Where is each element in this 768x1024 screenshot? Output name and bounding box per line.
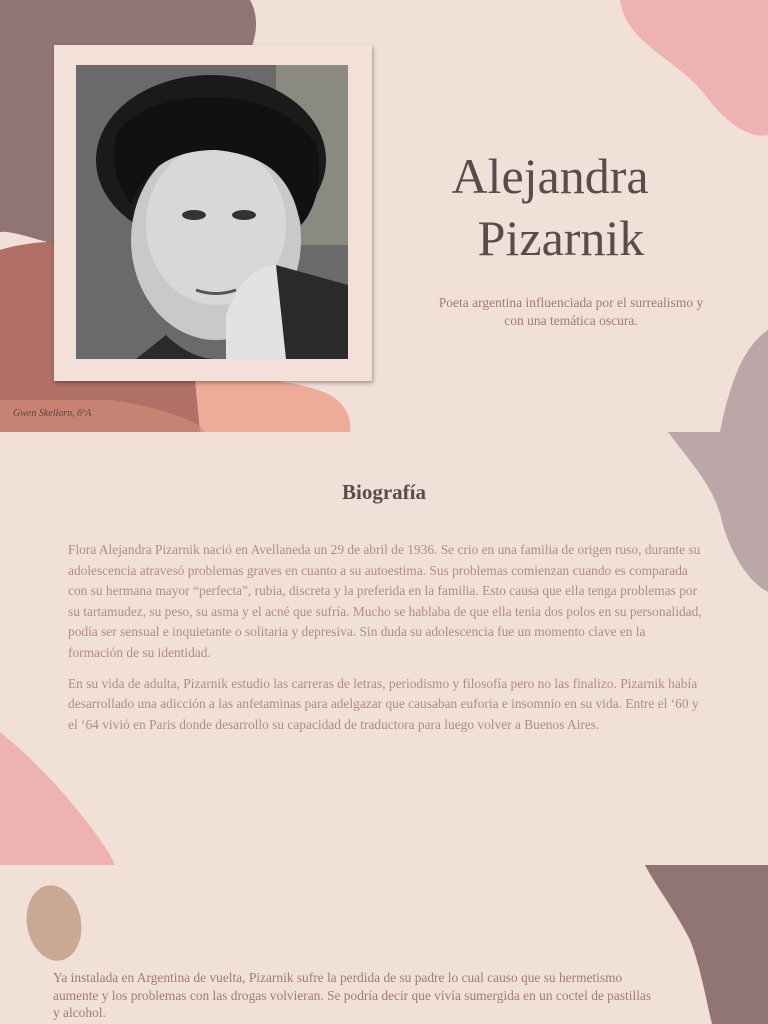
portrait-icon — [76, 65, 348, 359]
title-line-2: Pizarnik — [477, 210, 645, 266]
author-credit: Gwen Skellorn, 6ºA — [13, 408, 92, 419]
slide-later-life — [0, 865, 768, 1024]
slide-biography — [0, 432, 768, 865]
later-life-text: Ya instalada en Argentina de vuelta, Pizarnik sufre la perdida de su padre lo cual causo que su hermetismo aumente y los problemas con las drogas volvieran. Se podría decir que vivía sumergida en un coctel de pastillas y alcohol. — [53, 970, 652, 1020]
photo-frame — [54, 45, 372, 381]
bio-paragraph-2: En su vida de adulta, Pizarnik estudio las carreras de letras, periodismo y filosofía pero no las finalizo. Pizarnik había desarrollado una adicción a las anfetaminas para adelgazar que causaban euforia e insomnio en su vida. Entre el ‘60 y el ‘64 vivió en Paris donde desarrollo su capacidad de traductora para luego volver a Buenos Aires. — [68, 675, 699, 732]
biography-text — [68, 540, 702, 745]
slide-title — [0, 0, 768, 432]
subtitle: Poeta argentina influenciada por el surrealismo y con una temática oscura. — [438, 295, 704, 328]
bio-paragraph-1: Flora Alejandra Pizarnik nació en Avellaneda un 29 de abril de 1936. Se crio en una familia de origen ruso, durante su adolescencia atravesó problemas graves en cuanto a su autoestima. Sus problemas comienzan cuando es comparada con su hermana mayor “perfecta”, rubia, discreta y la preferida en la familia. Esto causa que ella tenga problemas por su tartamudez, su peso, su asma y el acné que sufría. Mucho se hablaba de que ella tenia dos polos en su personalidad, podía ser sensual e inquietante o solitaria y depresiva. Sin duda su adolescencia fue un momento clave en la formación de su identidad. — [68, 542, 702, 660]
page-title — [400, 145, 700, 269]
title-line-1: Alejandra — [451, 148, 649, 204]
section-heading: Biografía — [342, 480, 426, 504]
portrait-photo — [76, 65, 348, 359]
